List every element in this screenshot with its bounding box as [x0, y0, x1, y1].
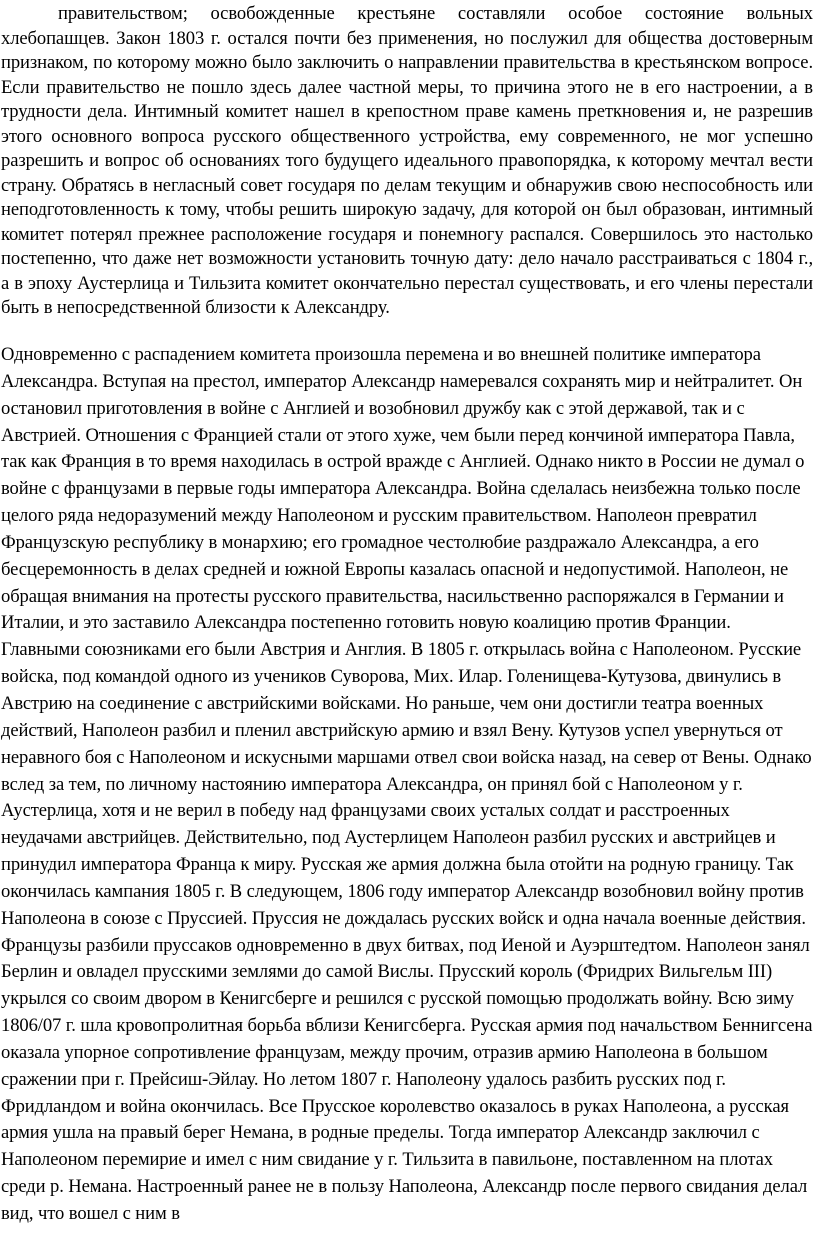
paragraph-foreign-policy: Одновременно с распадением комитета произошла перемена и во внешней политике императора Александра. Вступая на престол, император Александр намеревался сохранять мир и нейтралитет. Он остановил приготовления в войне с Англией и возобновил дружбу как с этой державой, так и с Австрией. Отношения с Францией стали от этого хуже, чем были перед кончиной императора Павла, так как Франция в то время находилась в острой вражде с Англией. Однако никто в России не думал о войне с французами в первые годы императора Александра. Война сделалась неизбежна только после целого ряда недоразумений между Наполеоном и русским правительством. Наполеон превратил Французскую республику в монархию; его громадное честолюбие раздражало Александра, а его бесцеремонность в делах средней и южной Европы казалась опасной и недопустимой. Наполеон, не обращая внимания на протесты русского правительства, насильственно распоряжался в Германии и Италии, и это заставило Александра постепенно готовить новую коалицию против Франции. Главными союзниками его были Австрия и Англия. В 1805 г. открылась война с Наполеоном. Русские войска, под командой одного из учеников Суворова, Мих. Илар. Голенищева-Кутузова, двинулись в Австрию на соединение с австрийскими войсками. Но раньше, чем они достигли театра военных действий, Наполеон разбил и пленил австрийскую армию и взял Вену. Кутузов успел увернуться от неравного боя с Наполеоном и искусными маршами отвел свои войска назад, на север от Вены. Однако вслед за тем, по личному настоянию императора Александра, он принял бой с Наполеоном у г. Аустерлица, хотя и не верил в победу над французами своих усталых солдат и расстроенных неудачами австрийцев. Действительно, под Аустерлицем Наполеон разбил русских и австрийцев и принудил императора Франца к миру. Русская же армия должна была отойти на родную границу. Так окончилась кампания 1805 г. В следующем, 1806 году император Александр возобновил войну против Наполеона в союзе с Пруссией. Пруссия не дождалась русских войск и одна начала военные действия. Французы разбили пруссаков одновременно в двух битвах, под Иеной и Ауэрштедтом. Наполеон занял Берлин и овладел прусскими землями до самой Вислы. Прусский король (Фридрих Вильгельм III) укрылся со своим двором в Кенигсберге и решился с русской помощью продолжать войну. Всю зиму 1806/07 г. шла кровопролитная борьба вблизи Кенигсберга. Русская армия под начальством Беннигсена оказала упорное сопротивление французам, между прочим, отразив армию Наполеона в большом сражении при г. Прейсиш-Эйлау. Но летом 1807 г. Наполеону удалось разбить русских под г. Фридландом и война окончилась. Все Прусское королевство оказалось в руках Наполеона, а русская армия ушла на правый берег Немана, в родные пределы. Тогда император Александр заключил с Наполеоном перемирие и имел с ним свидание у г. Тильзита в павильоне, поставленном на плотах среди р. Немана. Настроенный ранее не в пользу Наполеона, Александр после первого свидания делал вид, что вошел с ним в [1, 344, 813, 1224]
paragraph-continuation: правительством; освобожденные крестьяне составляли особое состояние вольных хлебопашцев. Закон 1803 г. остался почти без применения, но послужил для общества достоверным признаком, по которому можно было заключить о направлении правительства в крестьянском вопросе. Если правительство не пошло здесь далее частной меры, то причина этого не в его настроении, а в трудности дела. Интимный комитет нашел в крепостном праве камень преткновения и, не разрешив этого основного вопроса русского общественного устройства, ему современного, не мог успешно разрешить и вопрос об основаниях того будущего идеального правопорядка, к которому мечтал вести страну. Обратясь в негласный совет государя по делам текущим и обнаружив свою неспособность или неподготовленность к тому, чтобы решить широкую задачу, для которой он был образован, интимный комитет потерял прежнее расположение государя и понемногу распался. Совершилось это настолько постепенно, что даже нет возможности установить точную дату: дело начало расстраиваться с 1804 г., а в эпоху Аустерлица и Тильзита комитет окончательно перестал существовать, и его члены перестали быть в непосредственной близости к Александру. [1, 3, 813, 318]
